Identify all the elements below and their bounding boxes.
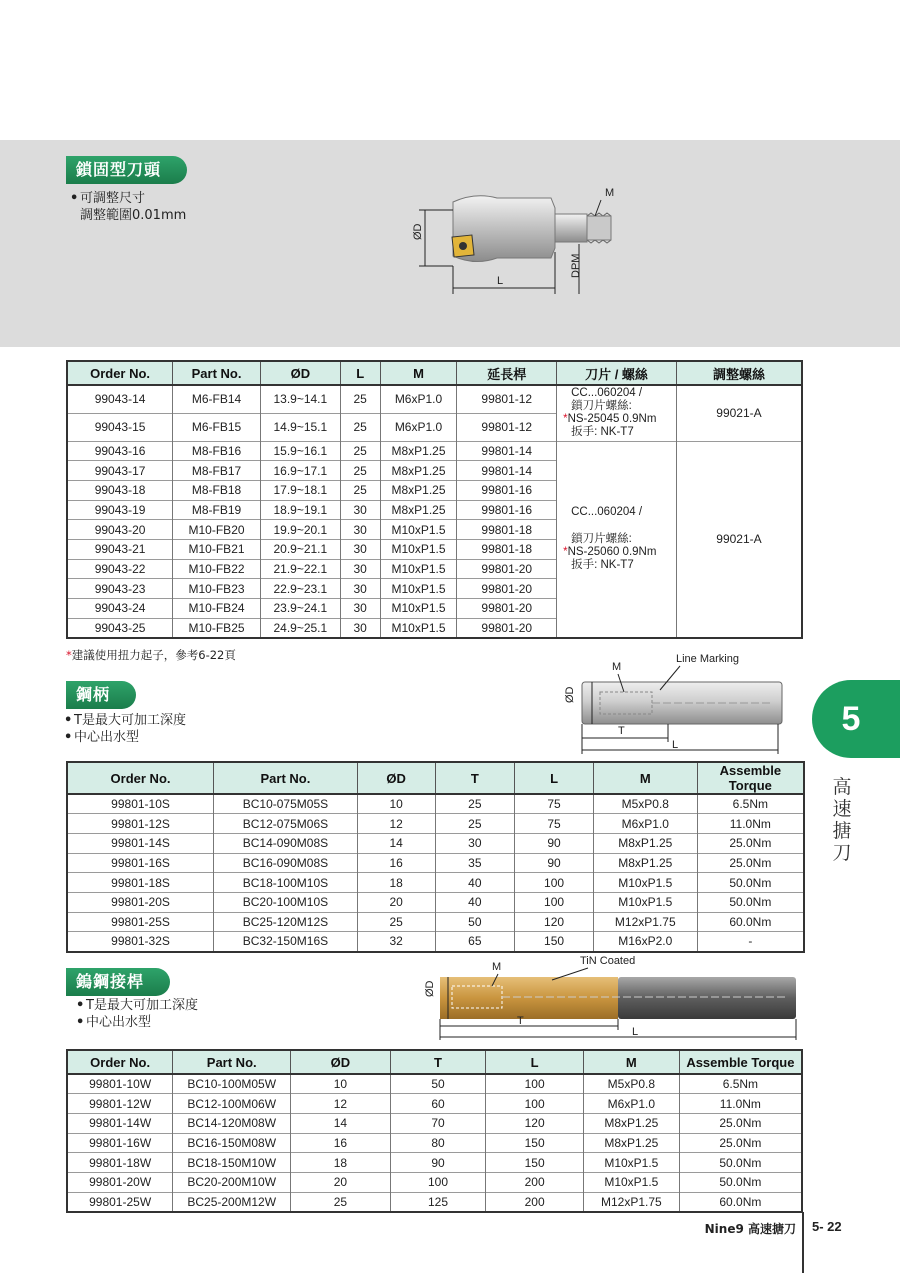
table-cell: 90: [515, 833, 594, 853]
table-cell: M6xP1.0: [593, 814, 697, 834]
table-cell: 200: [486, 1172, 584, 1192]
bullet-adjust-range: 調整範圍0.01mm: [80, 208, 187, 223]
col-header: Part No.: [214, 762, 358, 794]
note-line: [571, 533, 676, 546]
label-od: ØD: [412, 223, 424, 240]
table-row: [67, 853, 804, 873]
table-cell: M10xP1.5: [593, 873, 697, 893]
table-cell: 50: [435, 912, 515, 932]
table-cell: 30: [435, 833, 515, 853]
table-cell: 50.0Nm: [697, 873, 804, 893]
table-cell: 99043-25: [67, 618, 173, 638]
table-cell: M16xP2.0: [593, 932, 697, 952]
footer-brand: Nine9 高速搪刀: [704, 1222, 796, 1236]
col-header: ØD: [357, 762, 435, 794]
table-cell: 25.0Nm: [679, 1133, 802, 1153]
table-cell: 25.0Nm: [697, 853, 804, 873]
note-line: [571, 387, 676, 400]
table-cell: 24.9~25.1: [260, 618, 340, 638]
note-text: 鎖刀片螺絲:: [571, 533, 632, 546]
table-cell: M8-FB17: [173, 461, 261, 481]
table-cell: 99801-20: [457, 618, 557, 638]
table-cell: 23.9~24.1: [260, 599, 340, 619]
table-cell: 25: [340, 441, 380, 461]
col-header: M: [583, 1050, 679, 1074]
note-text: 鎖刀片螺絲:: [571, 400, 632, 413]
col-header: Order No.: [67, 762, 214, 794]
table-cell: 40: [435, 892, 515, 912]
note-line: [571, 426, 676, 439]
table-cell: 100: [486, 1074, 584, 1094]
section3-bullets: [76, 997, 198, 1031]
table-cell: 20: [357, 892, 435, 912]
table-cell: 99801-20S: [67, 892, 214, 912]
table-cell: 10: [291, 1074, 391, 1094]
table-cell: 150: [515, 932, 594, 952]
table-cell: 99801-12: [457, 413, 557, 441]
table-row: [67, 1192, 802, 1212]
table-cell: BC14-090M08S: [214, 833, 358, 853]
note-line: [571, 559, 676, 572]
table-cell: M10xP1.5: [380, 559, 457, 579]
table-cell: 99043-14: [67, 385, 173, 413]
table-cell: 99801-10S: [67, 794, 214, 814]
table-cell: 75: [515, 814, 594, 834]
table-cell: 21.9~22.1: [260, 559, 340, 579]
table-cell: 20: [291, 1172, 391, 1192]
label-m: M: [605, 187, 615, 199]
section-title-carbide-extension: 鎢鋼接桿: [66, 968, 170, 996]
table-cell: 50.0Nm: [697, 892, 804, 912]
col-header: T: [435, 762, 515, 794]
table1-header-row: [67, 361, 802, 385]
col-header: ØD: [260, 361, 340, 385]
label-t: T: [517, 1015, 524, 1027]
table-cell: 99801-25S: [67, 912, 214, 932]
bullet-max-depth: • T是最大可加工深度: [76, 998, 198, 1013]
label-t: T: [618, 725, 625, 737]
table-cell: M8-FB18: [173, 480, 261, 500]
table-cell: 90: [515, 853, 594, 873]
table-row: [67, 912, 804, 932]
table-cell: 99801-14: [457, 441, 557, 461]
table-cell: 100: [515, 873, 594, 893]
table-cell: 40: [435, 873, 515, 893]
table-cell: 30: [340, 500, 380, 520]
table-cell: 99043-22: [67, 559, 173, 579]
col-header: 延長桿: [457, 361, 557, 385]
table-cell: 100: [486, 1094, 584, 1114]
table-cell: 25: [435, 814, 515, 834]
table-cell: 99801-14: [457, 461, 557, 481]
table-cell: 99801-12W: [67, 1094, 173, 1114]
label-line-marking: Line Marking: [676, 653, 739, 665]
note-line: [571, 506, 676, 519]
table2-header-row: [67, 762, 804, 794]
table-locking-heads: [66, 360, 803, 639]
col-header: T: [390, 1050, 486, 1074]
adjust-screw-cell: 99021-A: [676, 385, 802, 441]
table-cell: 90: [390, 1153, 486, 1173]
table-cell: 14: [291, 1113, 391, 1133]
table-cell: 99801-12: [457, 385, 557, 413]
table-cell: M10xP1.5: [593, 892, 697, 912]
table-row: [67, 1113, 802, 1133]
table-cell: 99043-24: [67, 599, 173, 619]
table-cell: 25.0Nm: [679, 1113, 802, 1133]
col-header: 調整螺絲: [676, 361, 802, 385]
table-cell: 120: [515, 912, 594, 932]
col-header: Part No.: [173, 361, 261, 385]
table-cell: 30: [340, 599, 380, 619]
adjust-screw-cell: 99021-A: [676, 441, 802, 638]
table-cell: 99801-16W: [67, 1133, 173, 1153]
table-cell: BC10-100M05W: [173, 1074, 291, 1094]
table-cell: M6-FB14: [173, 385, 261, 413]
table-cell: M6-FB15: [173, 413, 261, 441]
table-cell: 120: [486, 1113, 584, 1133]
col-header: Order No.: [67, 1050, 173, 1074]
note-text: CC...060204 /: [571, 506, 643, 519]
table-cell: 30: [340, 539, 380, 559]
chapter-label-char: 高: [832, 776, 852, 798]
table-cell: M8xP1.25: [583, 1133, 679, 1153]
table-cell: 99043-18: [67, 480, 173, 500]
note-text: CC...060204 /: [571, 387, 643, 400]
table-cell: M10xP1.5: [583, 1172, 679, 1192]
table-cell: 15.9~16.1: [260, 441, 340, 461]
table1-body: [67, 385, 802, 638]
footer-divider: [802, 1212, 804, 1273]
table3-body: [67, 1074, 802, 1212]
table-cell: 99801-14W: [67, 1113, 173, 1133]
table-cell: 17.9~18.1: [260, 480, 340, 500]
table-cell: 22.9~23.1: [260, 579, 340, 599]
table-cell: 99801-14S: [67, 833, 214, 853]
table-cell: 25: [340, 413, 380, 441]
table-cell: M8xP1.25: [380, 500, 457, 520]
table-cell: 11.0Nm: [697, 814, 804, 834]
table-cell: M10xP1.5: [380, 539, 457, 559]
table-cell: M10xP1.5: [380, 599, 457, 619]
col-header: M: [593, 762, 697, 794]
table-cell: 100: [515, 892, 594, 912]
table-cell: M8xP1.25: [380, 480, 457, 500]
col-header: Assemble Torque: [697, 762, 804, 794]
col-header: Assemble Torque: [679, 1050, 802, 1074]
table-cell: BC16-090M08S: [214, 853, 358, 873]
table-cell: 16: [291, 1133, 391, 1153]
table-row: [67, 385, 802, 413]
insert-screw-note: [557, 385, 677, 441]
label-l: L: [632, 1026, 639, 1038]
table-cell: 30: [340, 579, 380, 599]
table-cell: 99801-18S: [67, 873, 214, 893]
table-cell: M10-FB23: [173, 579, 261, 599]
table-cell: BC10-075M05S: [214, 794, 358, 814]
table-cell: 75: [515, 794, 594, 814]
chapter-number: 5: [841, 700, 861, 738]
label-od: ØD: [564, 686, 576, 703]
note-text: NS-25045 0.9Nm: [567, 413, 657, 426]
table-cell: 99043-15: [67, 413, 173, 441]
table-cell: BC14-120M08W: [173, 1113, 291, 1133]
table-cell: 99801-20: [457, 559, 557, 579]
table-cell: 99801-18: [457, 520, 557, 540]
table-cell: 50: [390, 1074, 486, 1094]
col-header: L: [340, 361, 380, 385]
table-cell: BC18-100M10S: [214, 873, 358, 893]
table-row: [67, 1172, 802, 1192]
table-cell: 16.9~17.1: [260, 461, 340, 481]
table-carbide-extensions: [66, 1049, 803, 1213]
table-cell: 99801-18: [457, 539, 557, 559]
table-cell: 125: [390, 1192, 486, 1212]
chapter-label-char: 刀: [832, 842, 852, 864]
table-cell: M10-FB22: [173, 559, 261, 579]
table-row: [67, 1153, 802, 1173]
table-cell: 60: [390, 1094, 486, 1114]
table-cell: 99043-16: [67, 441, 173, 461]
table-row: [67, 873, 804, 893]
table-cell: M8xP1.25: [380, 461, 457, 481]
label-dpm: DPM: [570, 253, 582, 278]
table-cell: BC12-100M06W: [173, 1094, 291, 1114]
table-cell: 35: [435, 853, 515, 873]
col-header: Order No.: [67, 361, 173, 385]
table-cell: 50.0Nm: [679, 1153, 802, 1173]
table-cell: 25: [340, 385, 380, 413]
table-cell: 99801-12S: [67, 814, 214, 834]
table-cell: 25: [435, 794, 515, 814]
table-cell: 200: [486, 1192, 584, 1212]
table-cell: M5xP0.8: [583, 1074, 679, 1094]
section-title-locking-head: 鎖固型刀頭: [66, 156, 187, 184]
steel-shank-diagram: [552, 650, 787, 755]
table-cell: 6.5Nm: [679, 1074, 802, 1094]
chapter-label-char: 搪: [832, 820, 852, 842]
table-cell: BC32-150M16S: [214, 932, 358, 952]
table-cell: 99043-19: [67, 500, 173, 520]
table-cell: 11.0Nm: [679, 1094, 802, 1114]
carbide-extension-diagram: [412, 952, 800, 1042]
table-cell: M10-FB25: [173, 618, 261, 638]
table-cell: M10-FB20: [173, 520, 261, 540]
table-cell: 19.9~20.1: [260, 520, 340, 540]
table-cell: 99801-16S: [67, 853, 214, 873]
table-cell: M6xP1.0: [380, 385, 457, 413]
note-text: NS-25060 0.9Nm: [567, 546, 657, 559]
section1-bullets: [70, 190, 186, 224]
bullet-coolant: • 中心出水型: [64, 730, 140, 745]
label-tin-coated: TiN Coated: [580, 955, 636, 967]
note-line: *NS-25060 0.9Nm: [563, 546, 657, 559]
bullet-coolant: • 中心出水型: [76, 1015, 152, 1030]
table-cell: 99801-10W: [67, 1074, 173, 1094]
table-cell: 99801-16: [457, 500, 557, 520]
table-cell: 13.9~14.1: [260, 385, 340, 413]
note-line: *NS-25045 0.9Nm: [563, 413, 657, 426]
table-cell: 12: [357, 814, 435, 834]
table-cell: BC16-150M08W: [173, 1133, 291, 1153]
table-cell: 25: [357, 912, 435, 932]
table-cell: M12xP1.75: [593, 912, 697, 932]
table-steel-shanks: [66, 761, 805, 953]
table-cell: M10xP1.5: [380, 618, 457, 638]
table-cell: -: [697, 932, 804, 952]
table-row: [67, 1094, 802, 1114]
table-cell: 100: [390, 1172, 486, 1192]
table-cell: M10xP1.5: [380, 520, 457, 540]
table1-footnote: *建議使用扭力起子，參考6-22頁: [66, 648, 236, 662]
bullet-max-depth: • T是最大可加工深度: [64, 713, 186, 728]
table-cell: 25: [340, 480, 380, 500]
table-cell: 65: [435, 932, 515, 952]
table-cell: 25: [340, 461, 380, 481]
locking-head-diagram: [405, 182, 630, 297]
label-l: L: [497, 275, 504, 287]
table-cell: 99043-17: [67, 461, 173, 481]
col-header: 刀片 / 螺絲: [557, 361, 677, 385]
table-cell: 50.0Nm: [679, 1172, 802, 1192]
table-cell: M10xP1.5: [583, 1153, 679, 1173]
table-cell: 30: [340, 618, 380, 638]
note-line: [571, 400, 676, 413]
insert-screw-note: [557, 441, 677, 638]
table-cell: 80: [390, 1133, 486, 1153]
table-row: [67, 794, 804, 814]
table-cell: BC20-200M10W: [173, 1172, 291, 1192]
table-cell: M8xP1.25: [593, 853, 697, 873]
table-cell: 99801-20: [457, 599, 557, 619]
table-cell: 99801-16: [457, 480, 557, 500]
table-cell: 99801-25W: [67, 1192, 173, 1212]
section-title-steel-shank: 鋼柄: [66, 681, 136, 709]
table-row: [67, 441, 802, 461]
col-header: L: [515, 762, 594, 794]
table-row: [67, 892, 804, 912]
table-cell: 20.9~21.1: [260, 539, 340, 559]
table-cell: 18.9~19.1: [260, 500, 340, 520]
chapter-label: [830, 776, 854, 864]
table-cell: 99043-23: [67, 579, 173, 599]
section2-bullets: [64, 712, 186, 746]
bullet-adjustable: • 可調整尺寸: [70, 191, 146, 206]
table-cell: 99801-20W: [67, 1172, 173, 1192]
table-cell: 25: [291, 1192, 391, 1212]
page-number: 5- 22: [812, 1219, 842, 1234]
table-cell: 99801-32S: [67, 932, 214, 952]
note-text: 扳手: NK-T7: [571, 559, 634, 572]
table-cell: BC20-100M10S: [214, 892, 358, 912]
table-row: [67, 932, 804, 952]
table-row: [67, 1133, 802, 1153]
table-cell: 99043-21: [67, 539, 173, 559]
table-cell: M10-FB21: [173, 539, 261, 559]
table-cell: M12xP1.75: [583, 1192, 679, 1212]
table-cell: 10: [357, 794, 435, 814]
table-cell: 18: [291, 1153, 391, 1173]
table-cell: M8xP1.25: [380, 441, 457, 461]
table-cell: 60.0Nm: [697, 912, 804, 932]
table-cell: 70: [390, 1113, 486, 1133]
label-m: M: [612, 661, 622, 673]
table-cell: BC18-150M10W: [173, 1153, 291, 1173]
table-row: [67, 1074, 802, 1094]
table-cell: 99801-20: [457, 579, 557, 599]
table-cell: M5xP0.8: [593, 794, 697, 814]
col-header: L: [486, 1050, 584, 1074]
table-cell: 12: [291, 1094, 391, 1114]
table-cell: M6xP1.0: [380, 413, 457, 441]
table-cell: M10xP1.5: [380, 579, 457, 599]
table-cell: 30: [340, 559, 380, 579]
table-cell: M8-FB19: [173, 500, 261, 520]
label-m: M: [492, 961, 502, 973]
table-cell: 30: [340, 520, 380, 540]
table-cell: BC12-075M06S: [214, 814, 358, 834]
table-cell: 99801-18W: [67, 1153, 173, 1173]
table-cell: 25.0Nm: [697, 833, 804, 853]
table-cell: 14.9~15.1: [260, 413, 340, 441]
table-cell: M8xP1.25: [583, 1113, 679, 1133]
table-cell: 16: [357, 853, 435, 873]
table-cell: M10-FB24: [173, 599, 261, 619]
table-cell: 6.5Nm: [697, 794, 804, 814]
table-cell: BC25-120M12S: [214, 912, 358, 932]
label-l: L: [672, 739, 679, 751]
table-cell: 60.0Nm: [679, 1192, 802, 1212]
col-header: Part No.: [173, 1050, 291, 1074]
table-cell: 18: [357, 873, 435, 893]
table-cell: 150: [486, 1153, 584, 1173]
table2-body: [67, 794, 804, 952]
table3-header-row: [67, 1050, 802, 1074]
chapter-label-char: 速: [832, 798, 852, 820]
col-header: M: [380, 361, 457, 385]
table-cell: M6xP1.0: [583, 1094, 679, 1114]
table-cell: M8-FB16: [173, 441, 261, 461]
table-cell: 14: [357, 833, 435, 853]
table-cell: 150: [486, 1133, 584, 1153]
table-row: [67, 833, 804, 853]
table-cell: M8xP1.25: [593, 833, 697, 853]
label-od: ØD: [424, 980, 436, 997]
table-cell: BC25-200M12W: [173, 1192, 291, 1212]
table-cell: 99043-20: [67, 520, 173, 540]
table-cell: 32: [357, 932, 435, 952]
table-row: [67, 814, 804, 834]
col-header: ØD: [291, 1050, 391, 1074]
note-text: 扳手: NK-T7: [571, 426, 634, 439]
